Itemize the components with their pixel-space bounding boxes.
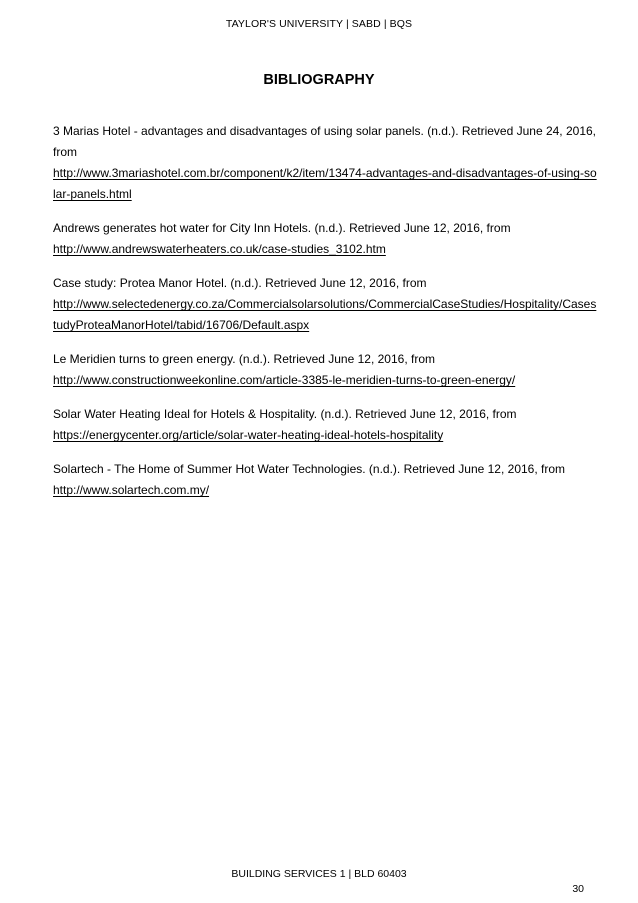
reference-item bbox=[53, 273, 598, 336]
reference-item bbox=[53, 404, 598, 446]
reference-link[interactable]: http://www.andrewswaterheaters.co.uk/case-studies_3102.htm bbox=[53, 242, 386, 256]
reference-link[interactable]: http://www.3mariashotel.com.br/component/k2/item/13474-advantages-and-disadvantages-of-using-solar-panels.html bbox=[53, 166, 597, 201]
reference-item bbox=[53, 121, 598, 205]
reference-link[interactable]: https://energycenter.org/article/solar-water-heating-ideal-hotels-hospitality bbox=[53, 428, 444, 442]
reference-item bbox=[53, 218, 598, 260]
reference-citation: Solartech - The Home of Summer Hot Water Technologies. (n.d.). Retrieved June 12, 2016, from bbox=[53, 462, 566, 476]
reference-citation: Le Meridien turns to green energy. (n.d.). Retrieved June 12, 2016, from bbox=[53, 352, 435, 366]
reference-list bbox=[53, 121, 598, 514]
reference-item bbox=[53, 349, 598, 391]
reference-item bbox=[53, 459, 598, 501]
reference-link[interactable]: http://www.selectedenergy.co.za/Commercialsolarsolutions/CommercialCaseStudies/Hospitality/CasestudyProteaManorHotel/tabid/16706/Default.aspx bbox=[53, 297, 597, 332]
reference-link[interactable]: http://www.constructionweekonline.com/article-3385-le-meridien-turns-to-green-energy/ bbox=[53, 373, 516, 387]
reference-citation: Case study: Protea Manor Hotel. (n.d.). Retrieved June 12, 2016, from bbox=[53, 276, 427, 290]
reference-citation: Andrews generates hot water for City Inn Hotels. (n.d.). Retrieved June 12, 2016, from bbox=[53, 221, 511, 235]
reference-citation: Solar Water Heating Ideal for Hotels & Hospitality. (n.d.). Retrieved June 12, 2016, from bbox=[53, 407, 517, 421]
page-header: TAYLOR'S UNIVERSITY | SABD | BQS bbox=[225, 18, 413, 30]
page-title: BIBLIOGRAPHY bbox=[263, 72, 375, 88]
page-footer: BUILDING SERVICES 1 | BLD 60403 bbox=[231, 868, 407, 880]
reference-citation: 3 Marias Hotel - advantages and disadvantages of using solar panels. (n.d.). Retrieved June 24, 2016, from bbox=[53, 124, 596, 159]
page-number: 30 bbox=[572, 883, 584, 895]
reference-link[interactable]: http://www.solartech.com.my/ bbox=[53, 483, 210, 497]
